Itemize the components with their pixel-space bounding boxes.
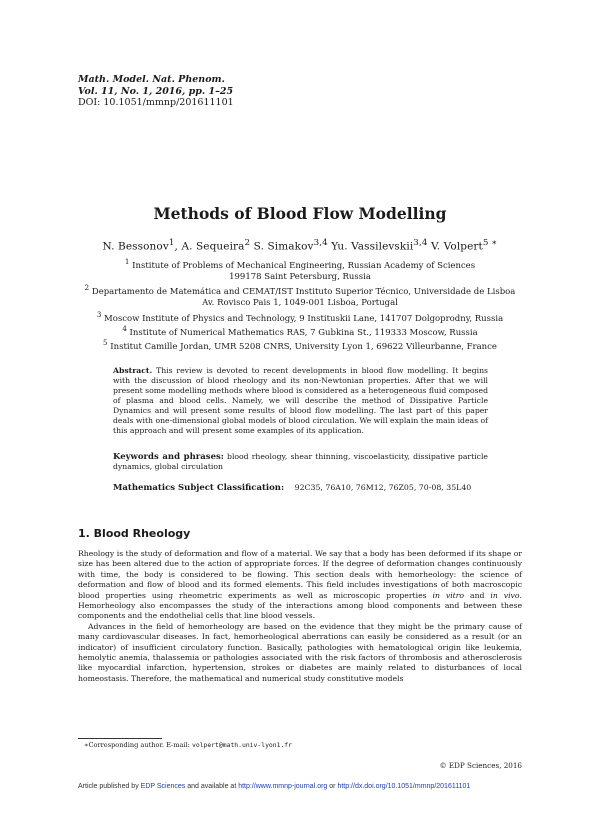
pub-mid: and available at bbox=[185, 783, 239, 790]
author-list: N. Bessonov$^1$, A. Sequeira$^2$ S. Simakov$^{3,4}$ Yu. Vassilevskii$^{3,4}$ V. Volpert$^{5 ∗}$ bbox=[102, 238, 498, 253]
journal-name: Math. Model. Nat. Phenom. bbox=[78, 74, 225, 85]
keywords bbox=[113, 452, 488, 472]
footnote-rule bbox=[78, 738, 162, 739]
affiliation-sup: 5 bbox=[103, 338, 108, 347]
section-body bbox=[78, 549, 522, 684]
author-sup: 3,4 bbox=[413, 238, 428, 248]
paragraph-2: Advances in the field of hemorheology are based on the evidence that they might be the primary cause of many cardiovascular diseases. In fact, hemorheological aberrations can easily be considered as a result (or an indicator) of insufficient circulatory function. Basically, pathologies with hematological origin like leukemia, hemolytic anemia, thalassemia or pathologies associated with the risk factors of thrombosis and atherosclerosis like myocardial infarction, hypertension, strokes or diabetes are mainly related to disturbances of local homeostasis. Therefore, the mathematical and numerical study constitutive models bbox=[78, 621, 522, 683]
msc-codes: 92C35, 76A10, 76M12, 76Z05, 70-08, 35L40 bbox=[294, 483, 472, 492]
affiliation-sup: 1 bbox=[124, 257, 130, 266]
doi-url-link[interactable]: http://dx.doi.org/10.1051/mmnp/201611101 bbox=[337, 783, 471, 790]
abstract bbox=[113, 366, 488, 436]
footnote-text: ∗Corresponding author. E-mail: bbox=[84, 741, 192, 749]
journal-header bbox=[78, 74, 234, 109]
journal-url-link[interactable]: http://www.mmnp-journal.org bbox=[238, 783, 328, 790]
msc-label: Mathematics Subject Classification: bbox=[113, 483, 285, 493]
affiliation-5 bbox=[40, 337, 560, 353]
paper-title: Methods of Blood Flow Modelling bbox=[153, 204, 447, 223]
pub-prefix: Article published by bbox=[78, 783, 141, 790]
paragraph-text: and bbox=[464, 590, 491, 600]
msc-classification bbox=[113, 483, 488, 493]
author-sup: 2 bbox=[244, 238, 251, 248]
author-name: N. Bessonov bbox=[102, 240, 169, 253]
abstract-label: Abstract. bbox=[113, 366, 153, 375]
paragraph-1 bbox=[78, 549, 522, 622]
affiliation-sup: 4 bbox=[122, 324, 127, 333]
author-name: S. Simakov bbox=[253, 240, 314, 253]
paragraph-text: Rheology is the study of deformation and flow of a material. We say that a body has been deformed if its shape or size has been altered due to the action of appropriate forces. If the degree of deformation changes continuously with time, the body is considered to be flowing. This section deals with hemorheology: the science of deformation and flow of blood and its formed elements. This field includes investigations of both macroscopic blood properties using rheometric experiments as well as microscopic properties bbox=[78, 549, 522, 600]
affiliation-text: Moscow Institute of Physics and Technology, 9 Instituskii Lane, 141707 Dolgoprodny, Russia bbox=[104, 313, 504, 324]
author-name: A. Sequeira bbox=[181, 240, 245, 253]
author-sup: 5 ∗ bbox=[482, 238, 498, 248]
affiliation-text: Departamento de Matemática and CEMAT/IST Instituto Superior Técnico, Universidade de Lisboa bbox=[91, 286, 516, 297]
publisher-link[interactable]: EDP Sciences bbox=[140, 783, 186, 790]
publication-line bbox=[78, 783, 470, 790]
journal-volume: Vol. 11, No. 1, 2016, pp. 1–25 bbox=[78, 85, 234, 97]
paragraph-italic: in vitro bbox=[432, 590, 465, 600]
author-sup: 3,4 bbox=[313, 238, 328, 248]
affiliation-2 bbox=[20, 282, 580, 309]
keywords-text: blood rheology, shear thinning, viscoelasticity, dissipative particle dynamics, global circulation bbox=[113, 452, 488, 471]
journal-doi: DOI: 10.1051/mmnp/201611101 bbox=[78, 97, 234, 108]
paragraph-italic: in vivo bbox=[490, 590, 520, 600]
pub-or: or bbox=[327, 783, 338, 790]
copyright: © EDP Sciences, 2016 bbox=[439, 761, 522, 770]
footnote bbox=[84, 741, 292, 749]
abstract-text: This review is devoted to recent developments in blood flow modelling. It begins with the discussion of blood rheology and its non-Newtonian properties. After that we will present some modelling methods where blood is considered as a heterogeneous fluid composed of plasma and blood cells. Namely, we will describe the method of Dissipative Particle Dynamics and will present some results of blood flow modelling. The last part of this paper deals with one-dimensional global models of blood circulation. We will explain the main ideas of this approach and will present some examples of its application. bbox=[113, 366, 488, 435]
affiliation-text: Institute of Problems of Mechanical Engineering, Russian Academy of Sciences bbox=[132, 260, 476, 271]
affiliation-line2: Av. Rovisco Pais 1, 1049-001 Lisboa, Portugal bbox=[202, 297, 398, 308]
affiliation-1 bbox=[60, 256, 540, 283]
footnote-email[interactable]: volpert@math.univ-lyon1.fr bbox=[191, 741, 293, 749]
affiliation-sup: 3 bbox=[96, 310, 102, 319]
author-name: Yu. Vassilevskii bbox=[331, 240, 414, 253]
affiliation-line2: 199178 Saint Petersburg, Russia bbox=[229, 271, 371, 282]
paragraph-text: . Hemorheology also encompasses the study of the interactions among blood components and between these components and the endothelial cells that line blood vessels. bbox=[78, 590, 522, 621]
affiliation-text: Institute of Numerical Mathematics RAS, 7 Gubkina St., 119333 Moscow, Russia bbox=[129, 327, 478, 338]
affiliation-sup: 2 bbox=[84, 283, 90, 292]
keywords-label: Keywords and phrases: bbox=[113, 452, 224, 462]
author-name: V. Volpert bbox=[430, 240, 483, 253]
author-sup: 1 bbox=[168, 238, 175, 248]
section-heading: 1. Blood Rheology bbox=[78, 527, 191, 540]
affiliation-text: Institut Camille Jordan, UMR 5208 CNRS, University Lyon 1, 69622 Villeurbanne, France bbox=[110, 341, 497, 352]
